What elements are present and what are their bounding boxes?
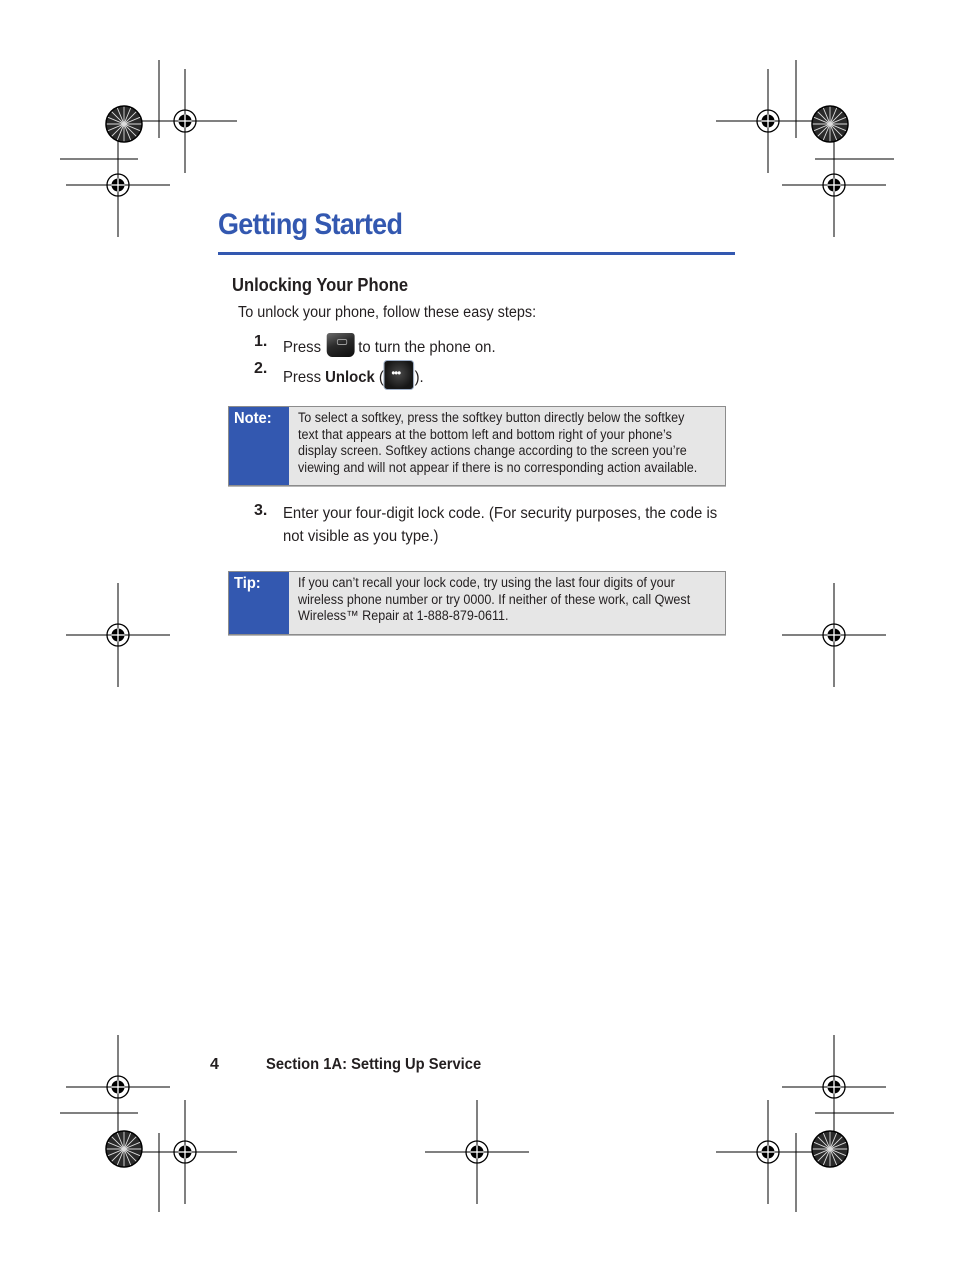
paren-open: (: [374, 369, 384, 386]
tip-label-column: [229, 572, 289, 634]
registration-mark-icon: [425, 1100, 529, 1204]
tip-body: [298, 575, 690, 625]
registration-mark-icon: [782, 583, 886, 687]
color-star-target-icon: [106, 1131, 142, 1167]
tip-callout: [228, 571, 726, 635]
section-heading: Unlocking Your Phone: [232, 275, 409, 295]
step-text-line: not visible as you type.): [283, 528, 439, 545]
registration-mark-icon: [133, 1100, 237, 1204]
tip-line: If you can’t recall your lock code, try using the last four digits of your: [298, 575, 675, 590]
step-text-line: Enter your four-digit lock code. (For security purposes, the code is: [283, 505, 718, 522]
registration-mark-icon: [782, 1035, 886, 1139]
color-star-target-icon: [812, 106, 848, 142]
tip-label: Tip:: [234, 575, 261, 592]
step-2: [254, 360, 554, 388]
registration-mark-icon: [782, 133, 886, 237]
crop-lines: [60, 60, 894, 1212]
page-title: Getting Started: [218, 208, 403, 241]
unlock-label: Unlock: [325, 369, 375, 386]
step-text-before: Press: [283, 339, 322, 356]
paren-close: ).: [414, 369, 424, 386]
step-text: [283, 502, 717, 548]
registration-mark-icon: [716, 69, 820, 173]
registration-mark-icon: [133, 69, 237, 173]
registration-mark-icon: [716, 1100, 820, 1204]
color-star-target-icon: [106, 106, 142, 142]
tip-line: Wireless™ Repair at 1-888-879-0611.: [298, 608, 509, 623]
step-number: 2.: [254, 360, 268, 377]
note-line: viewing and will not appear if there is no corresponding action available.: [298, 459, 698, 475]
note-label-column: [229, 407, 289, 485]
unlock-softkey-icon: [384, 360, 415, 390]
power-end-key-icon: [327, 333, 355, 357]
title-underline: [218, 252, 735, 255]
note-callout: [228, 406, 726, 486]
footer-section-title: Section 1A: Setting Up Service: [266, 1056, 482, 1073]
step-text: [283, 360, 424, 390]
step-text: [283, 333, 496, 357]
registration-mark-icon: [66, 583, 170, 687]
note-body: [298, 410, 698, 476]
tip-line: wireless phone number or try 0000. If neither of these work, call Qwest: [298, 591, 691, 607]
page-number: 4: [210, 1056, 219, 1073]
note-label: Note:: [234, 410, 272, 427]
intro-text: To unlock your phone, follow these easy steps:: [238, 304, 537, 321]
step-3: [254, 502, 724, 552]
note-line: To select a softkey, press the softkey button directly below the softkey: [298, 410, 685, 425]
step-number: 1.: [254, 333, 268, 350]
note-line: display screen. Softkey actions change according to the screen you’re: [298, 443, 687, 458]
step-text-before: Press: [283, 369, 326, 386]
step-text-after: to turn the phone on.: [358, 339, 496, 356]
note-line: text that appears at the bottom left and bottom right of your phone’s: [298, 426, 672, 442]
registration-mark-icon: [66, 133, 170, 237]
step-number: 3.: [254, 502, 268, 519]
step-1: [254, 333, 554, 359]
registration-mark-icon: [66, 1035, 170, 1139]
color-star-target-icon: [812, 1131, 848, 1167]
